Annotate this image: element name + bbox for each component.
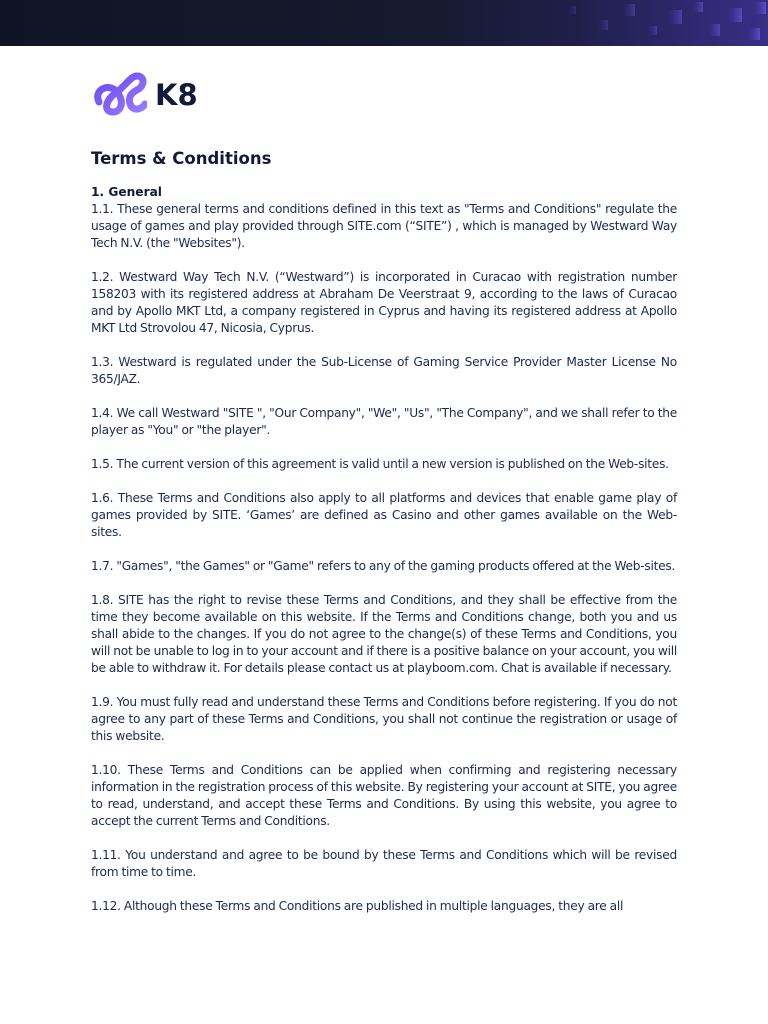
paragraph-1-10: 1.10. These Terms and Conditions can be applied when confirming and registering necessary information in the registration process of this website. By registering your account at SITE, you agree to read, understand, and accept these Terms and Conditions. By using this website, you agree to accept the current Terms and Conditions. xyxy=(91,763,677,828)
paragraph-1-8: 1.8. SITE has the right to revise these Terms and Conditions, and they shall be effective from the time they become available on this website. If the Terms and Conditions change, both you and us shall abide to the changes. If you do not agree to the change(s) of these Terms and Conditions, you will not be unable to log in to your account and if there is a positive balance on your account, you will be able to withdraw it. For details please contact us at playboom.com. Chat is available if necessary. xyxy=(91,593,677,675)
paragraph-1-1: 1.1. These general terms and conditions defined in this text as "Terms and Conditions" regulate the usage of games and play provided through SITE.com (“SITE”) , which is managed by Westward Way Tech N.V. (the "Websites"). xyxy=(91,202,677,250)
paragraph-1-5: 1.5. The current version of this agreement is valid until a new version is published on the Web-sites. xyxy=(91,457,669,471)
paragraph-1-9: 1.9. You must fully read and understand these Terms and Conditions before registering. If you do not agree to any part of these Terms and Conditions, you shall not continue the registration or usage of this website. xyxy=(91,695,677,743)
section-heading: 1. General xyxy=(91,185,162,199)
document-title: Terms & Conditions xyxy=(91,149,272,168)
paragraph-1-11: 1.11. You understand and agree to be bound by these Terms and Conditions which will be revised from time to time. xyxy=(91,848,677,879)
paragraph-1-2: 1.2. Westward Way Tech N.V. (“Westward”) is incorporated in Curacao with registration number 158203 with its registered address at Abraham De Veerstraat 9, according to the laws of Curacao and by Apollo MKT Ltd, a company registered in Cyprus and having its registered address at Apollo MKT Ltd Strovolou 47, Nicosia, Cyprus. xyxy=(91,270,677,335)
brand-logo xyxy=(91,72,198,118)
paragraph-1-12: 1.12. Although these Terms and Conditions are published in multiple languages, they are all xyxy=(91,899,624,913)
brand-name: K8 xyxy=(155,78,198,112)
k8-logo-icon xyxy=(91,72,147,118)
top-banner xyxy=(0,0,768,46)
paragraph-1-7: 1.7. "Games", "the Games" or "Game" refers to any of the gaming products offered at the Web-sites. xyxy=(91,559,676,573)
paragraph-1-3: 1.3. Westward is regulated under the Sub-License of Gaming Service Provider Master License No 365/JAZ. xyxy=(91,355,677,386)
paragraph-1-4: 1.4. We call Westward "SITE ", "Our Company", "We", "Us", "The Company", and we shall refer to the player as "You" or "the player". xyxy=(91,406,677,437)
paragraph-1-6: 1.6. These Terms and Conditions also apply to all platforms and devices that enable game play of games provided by SITE. ‘Games’ are defined as Casino and other games available on the Web-sites. xyxy=(91,491,677,539)
banner-pattern xyxy=(528,0,768,46)
document-body xyxy=(91,148,677,932)
